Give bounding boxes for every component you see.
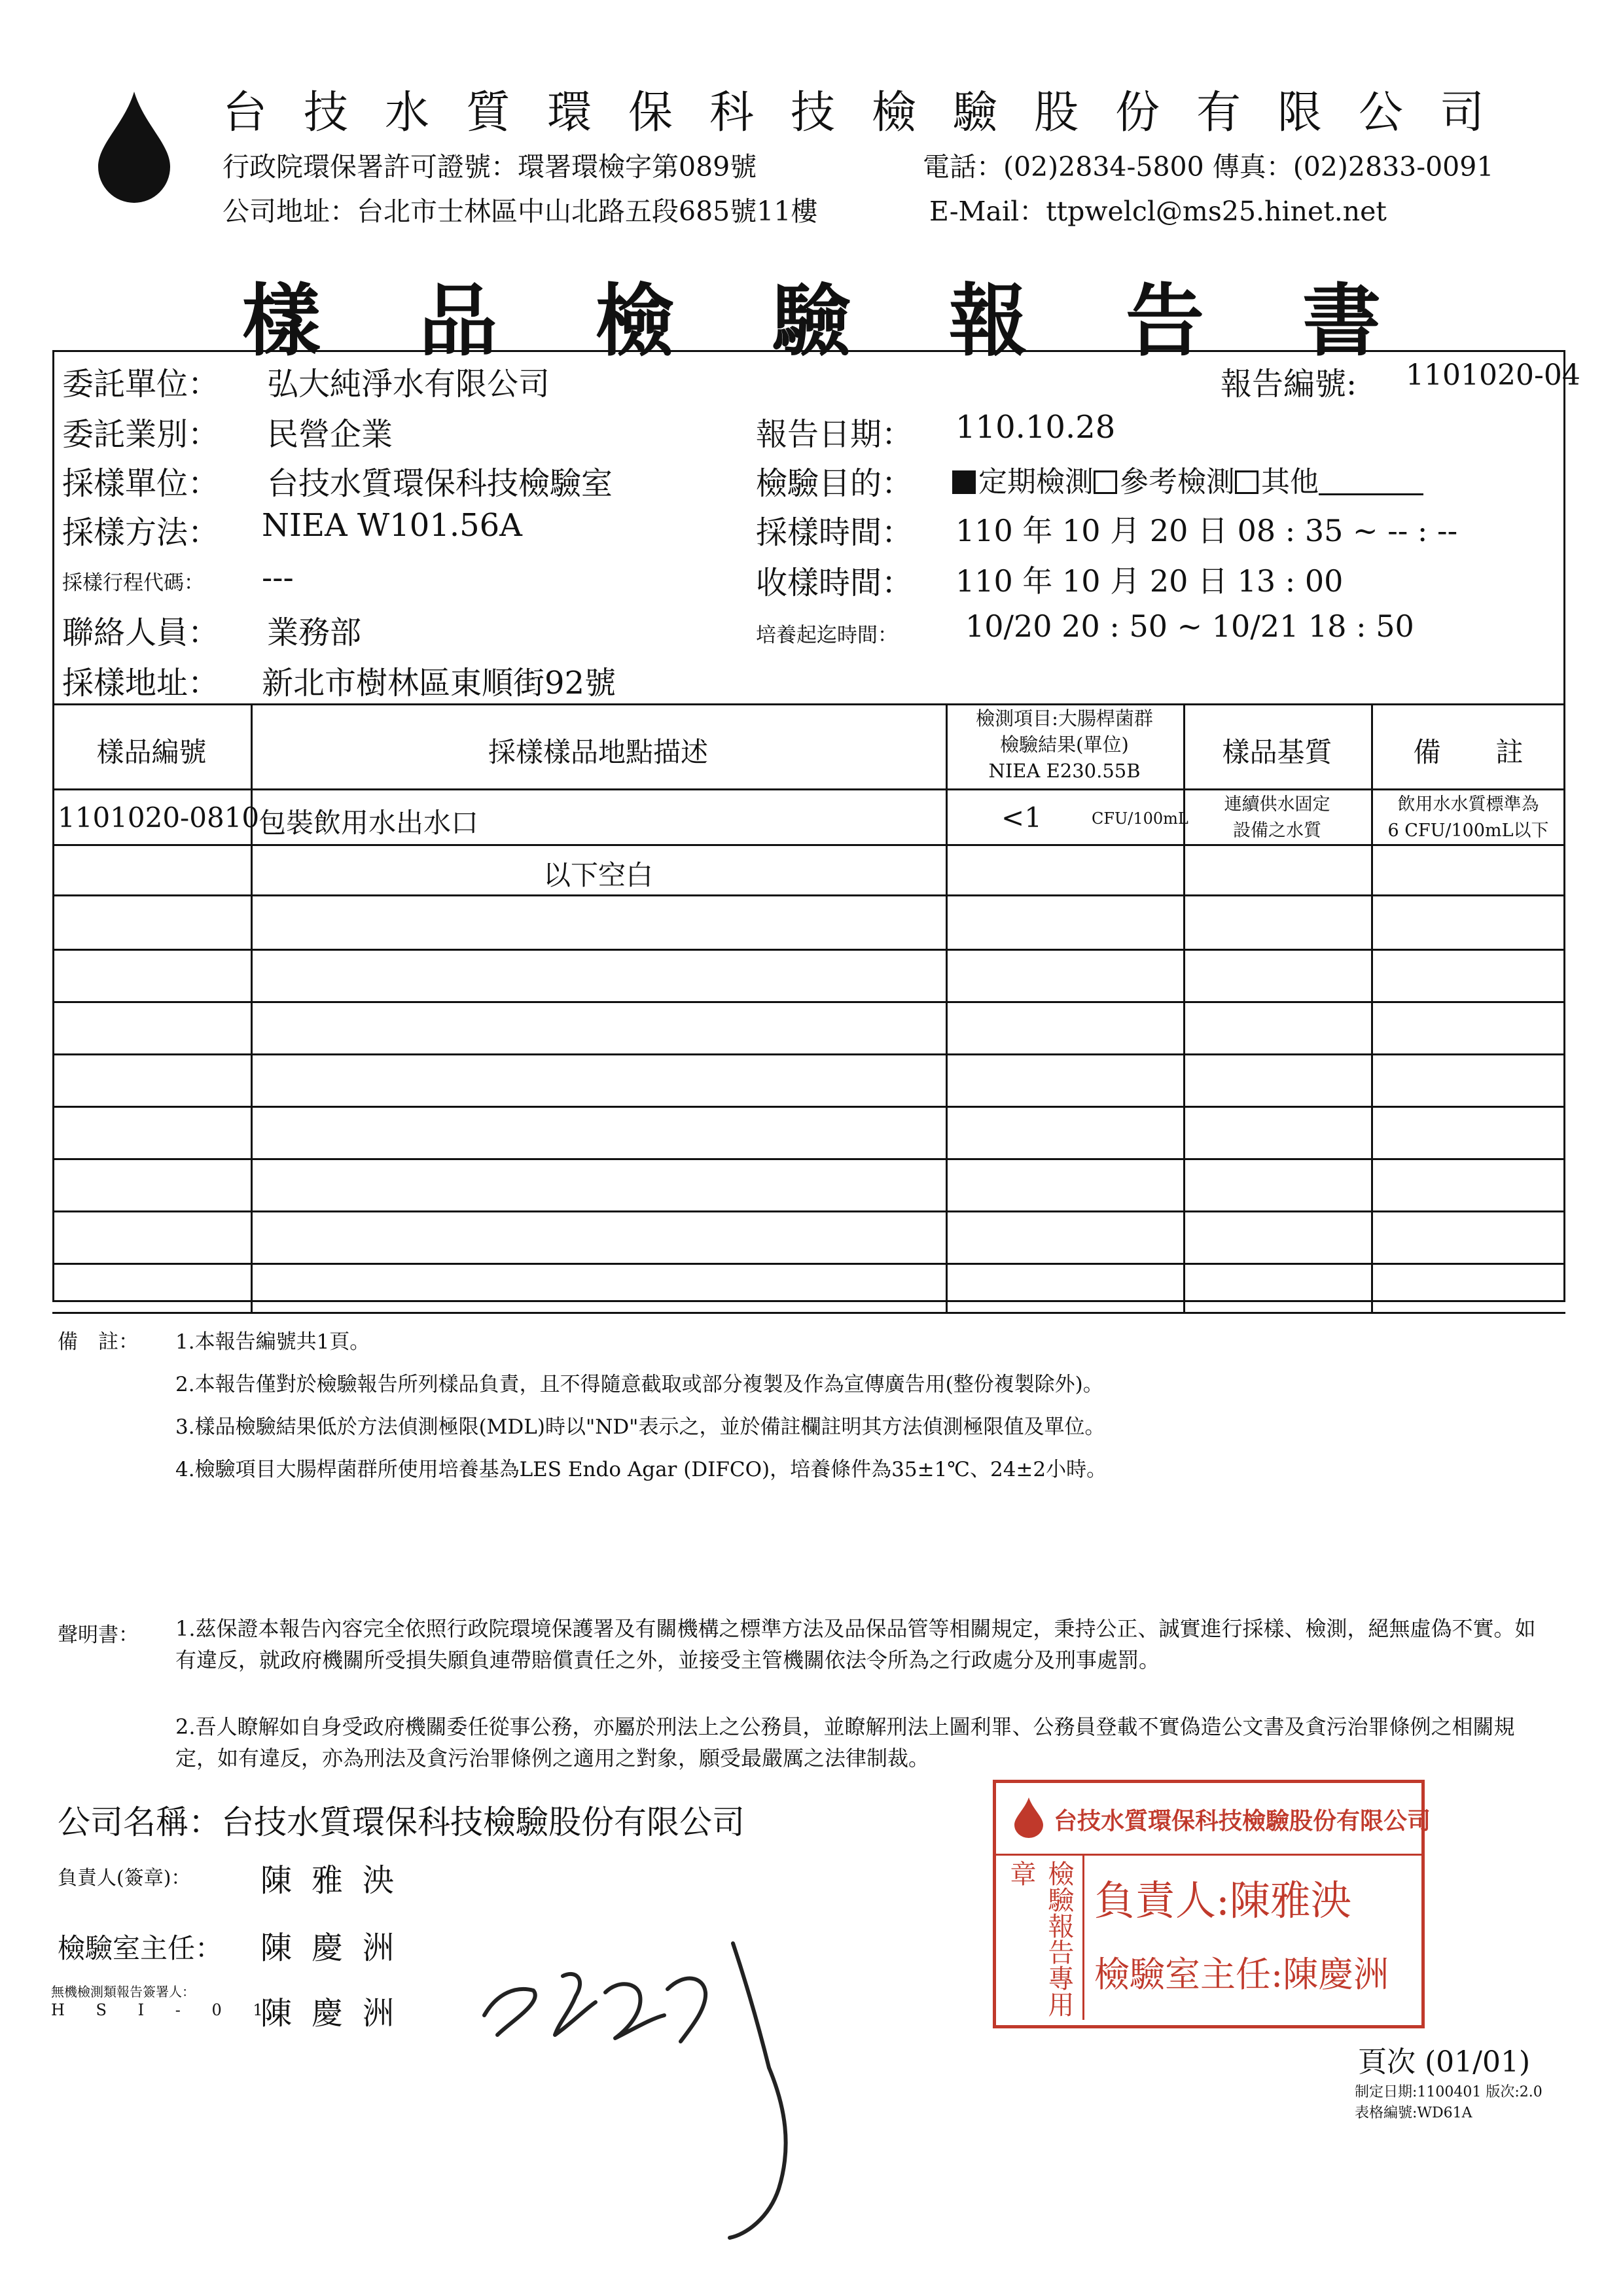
- contact-value: 業務部: [267, 614, 362, 651]
- matrix-cell: [1183, 792, 1371, 844]
- table-rule: [52, 1263, 1565, 1265]
- seal-lab-head: 檢驗室主任:陳慶洲: [1094, 1954, 1389, 1995]
- report-date-label: 報告日期：: [756, 416, 914, 453]
- col-header-location: 採樣樣品地點描述: [488, 736, 708, 768]
- license-number: 行政院環保署許可證號：環署環檢字第089號: [223, 151, 757, 183]
- declaration-label: 聲明書：: [58, 1623, 139, 1647]
- matrix-line: 設備之水質: [1233, 821, 1321, 841]
- receive-time-label: 收樣時間：: [756, 565, 914, 601]
- matrix-line: 連續供水固定: [1224, 794, 1330, 815]
- lab-head-label: 檢驗室主任：: [58, 1932, 223, 1964]
- culture-time-label: 培養起迄時間：: [756, 624, 898, 647]
- water-drop-logo: [98, 92, 170, 203]
- table-column-rule: [946, 703, 948, 1312]
- sampling-time-value: 110 年 10 月 20 日 08 : 35 ~ -- : --: [955, 513, 1458, 548]
- checkbox-reference[interactable]: [1094, 470, 1117, 494]
- table-rule: [52, 1210, 1565, 1212]
- site-label: 採樣地址：: [62, 665, 220, 701]
- note-item: 2.本報告僅對於檢驗報告所列樣品負責，且不得隨意截取或部分複製及作為宣傳廣告用(整份複製除外)。: [175, 1373, 1103, 1396]
- note-item: 3.樣品檢驗結果低於方法偵測極限(MDL)時以"ND"表示之，並於備註欄註明其方法偵測極限值及單位。: [175, 1415, 1105, 1439]
- company-address: 公司地址：台北市士林區中山北路五段685號11樓: [223, 196, 818, 227]
- client-value: 弘大純淨水有限公司: [267, 366, 550, 402]
- notes-label: 備 註：: [58, 1330, 139, 1354]
- official-seal: [993, 1780, 1431, 2028]
- contact-label: 聯絡人員：: [62, 614, 220, 651]
- responsible-label: 負責人(簽章)：: [58, 1867, 191, 1890]
- table-rule: [52, 844, 1565, 846]
- sampling-unit-label: 採樣單位：: [62, 465, 220, 502]
- form-revision: 制定日期:1100401 版次:2.0: [1355, 2084, 1543, 2100]
- table-rule: [52, 1106, 1565, 1108]
- purpose-label: 檢驗目的：: [756, 465, 914, 502]
- purpose-options: [952, 458, 1423, 500]
- table-rule: [52, 949, 1565, 951]
- form-number: 表格編號:WD61A: [1355, 2105, 1472, 2121]
- col-header-sample-no: 樣品編號: [96, 736, 207, 768]
- client-label: 委託單位：: [62, 366, 220, 402]
- client-type-label: 委託業別：: [62, 416, 220, 453]
- table-rule: [52, 1053, 1565, 1055]
- declaration-item: 2.吾人瞭解如自身受政府機關委任從事公務，亦屬於刑法上之公務員，並瞭解刑法上圖利罪、公務員登載不實偽造公文書及貪污治罪條例之相關規定，如有違反，亦為刑法及貪污治罪條例之適用之對象，願受最嚴厲之法律制裁。: [175, 1714, 1515, 1771]
- note-item: 4.檢驗項目大腸桿菌群所使用培養基為LES Endo Agar (DIFCO)，培養條件為35±1℃、24±2小時。: [175, 1458, 1107, 1481]
- method-label: 採樣方法：: [62, 514, 220, 551]
- col-header-test-item: [946, 705, 1183, 784]
- site-value: 新北市樹林區東順街92號: [262, 665, 616, 701]
- remark-line: 飲用水水質標準為: [1397, 794, 1539, 815]
- email: E-Mail：ttpwelcl@ms25.hinet.net: [929, 196, 1387, 227]
- table-rule: [52, 788, 1565, 790]
- signer-code: [51, 1983, 276, 2019]
- blank-below-note: 以下空白: [543, 859, 653, 891]
- receive-time-value: 110 年 10 月 20 日 13 : 00: [955, 563, 1344, 599]
- table-rule: [52, 703, 1565, 705]
- table-rule: [52, 1158, 1565, 1160]
- checkbox-periodic[interactable]: [952, 470, 976, 494]
- report-no-value: 1101020-04: [1406, 359, 1580, 392]
- lab-head-name: 陳慶洲: [260, 1930, 414, 1966]
- remark-line: 6 CFU/100mL以下: [1387, 821, 1549, 841]
- col-header-matrix: 樣品基質: [1222, 736, 1332, 768]
- client-type-value: 民營企業: [267, 416, 393, 453]
- handwritten-signature: [471, 1930, 877, 2244]
- method-value: NIEA W101.56A: [262, 507, 522, 544]
- declaration-item: 1.茲保證本報告內容完全依照行政院環境保護署及有關機構之標準方法及品保品管等相關規定，秉持公正、誠實進行採樣、檢測，絕無虛偽不實。如有違反，就政府機關所受損失願負連帶賠償責任之外，並接受主管機關依法令所為之行政處分及刑事處罰。: [175, 1616, 1536, 1672]
- responsible-name: 陳雅泱: [260, 1862, 414, 1899]
- signer-label: 無機檢測類報告簽署人：: [51, 1984, 195, 2000]
- report-no-label: 報告編號:: [1221, 366, 1357, 402]
- page-number: 頁次 (01/01): [1358, 2045, 1531, 2079]
- remark-cell: [1371, 792, 1565, 844]
- sampling-time-label: 採樣時間：: [756, 514, 914, 551]
- purpose-option-reference: 參考檢測: [1120, 465, 1235, 499]
- seal-responsible: 負責人:陳雅泱: [1094, 1877, 1351, 1924]
- signer-name: 陳慶洲: [260, 1995, 414, 2032]
- report-title: 樣品檢驗報告書: [242, 275, 1479, 367]
- col-header-remarks: 備 註: [1413, 736, 1524, 768]
- test-item-line: 檢測項目:大腸桿菌群: [976, 707, 1153, 730]
- report-date-value: 110.10.28: [955, 409, 1116, 446]
- phone-fax: 電話：(02)2834-5800 傳真：(02)2833-0091: [923, 151, 1494, 183]
- unit-cell: CFU/100mL: [1092, 809, 1188, 828]
- note-item: 1.本報告編號共1頁。: [175, 1330, 370, 1354]
- seal-company: 台技水質環保科技檢驗股份有限公司: [1054, 1807, 1431, 1835]
- table-column-rule: [251, 703, 253, 1312]
- seal-side-text: 檢驗報告專用章: [1006, 1860, 1074, 2017]
- route-code-label: 採樣行程代碼：: [62, 571, 204, 595]
- company-name: 台技水質環保科技檢驗股份有限公司: [223, 87, 1522, 139]
- culture-time-value: 10/20 20 : 50 ~ 10/21 18 : 50: [965, 609, 1414, 644]
- other-blank-line: [1319, 468, 1423, 495]
- route-code-value: ---: [262, 559, 294, 596]
- table-rule: [52, 1001, 1565, 1003]
- signature-company-name: 公司名稱：台技水質環保科技檢驗股份有限公司: [58, 1803, 745, 1841]
- location-cell: 包裝飲用水出水口: [259, 807, 479, 839]
- test-result-unit-line: 檢驗結果(單位): [1000, 733, 1129, 756]
- test-method-line: NIEA E230.55B: [988, 760, 1141, 782]
- checkbox-other[interactable]: [1235, 470, 1258, 494]
- seal-drop-icon: [1014, 1797, 1043, 1838]
- signer-code-line: H S I - 0 1: [51, 2001, 276, 2019]
- result-cell: <1: [1001, 802, 1042, 834]
- purpose-option-periodic: 定期檢測: [978, 465, 1094, 499]
- purpose-option-other: 其他: [1261, 465, 1319, 499]
- table-rule: [52, 894, 1565, 896]
- table-rule: [52, 1312, 1565, 1314]
- sample-no-cell: 1101020-0810: [58, 802, 260, 834]
- sampling-unit-value: 台技水質環保科技檢驗室: [267, 465, 613, 502]
